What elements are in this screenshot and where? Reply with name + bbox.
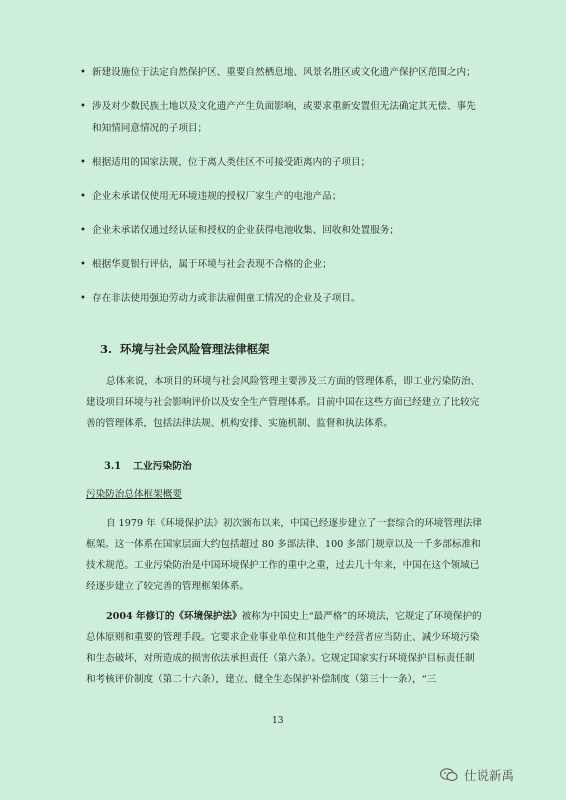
- bullet-icon: •: [80, 101, 86, 112]
- list-item-text: 企业未承诺仅通过经认证和授权的企业获得电池收集、回收和处置服务；: [92, 225, 399, 236]
- list-item: [80, 288, 480, 310]
- subsection-heading: [104, 458, 192, 472]
- paragraph: [86, 606, 484, 690]
- section-title: 环境与社会风险管理法律框架: [120, 342, 270, 356]
- section-number: 3.: [100, 342, 113, 356]
- page-number: 13: [272, 716, 284, 726]
- bullet-icon: •: [80, 259, 86, 270]
- exclusion-list: [80, 62, 480, 322]
- list-item: [80, 186, 480, 208]
- bullet-icon: •: [80, 293, 86, 304]
- section-heading: [100, 341, 270, 357]
- list-item-text: 涉及对少数民族土地以及文化遗产产生负面影响，或要求重新安置但无法确定其无偿、事先和知情同意情况的子项目；: [92, 101, 476, 134]
- subtitle: 污染防治总体框架概要: [86, 489, 182, 500]
- list-item: [80, 62, 480, 84]
- bullet-icon: •: [80, 225, 86, 236]
- bullet-icon: •: [80, 157, 86, 168]
- watermark-text: 仕说新禹: [463, 768, 514, 783]
- list-item-text: 根据华夏银行评估，属于环境与社会表现不合格的企业；: [92, 259, 332, 270]
- bullet-icon: •: [80, 191, 86, 202]
- list-item: [80, 152, 480, 174]
- wechat-icon: [440, 768, 458, 782]
- list-item: [80, 254, 480, 276]
- list-item-text: 存在非法使用强迫劳动力或非法雇佣童工情况的企业及子项目。: [92, 293, 361, 304]
- subsection-number: 3.1: [104, 461, 122, 472]
- list-item-text: 企业未承诺仅使用无环境违规的授权厂家生产的电池产品；: [92, 191, 342, 202]
- bullet-icon: •: [80, 67, 86, 78]
- paragraph-text: 被称为中国史上“最严格”的环境法，它规定了环境保护的总体原则和重要的管理手段。它要求企业事业单位和其他生产经营者应当防止、减少环境污染和生态破坏，对所造成的损害依法承担责任（第六条）。它规定国家实行环境保护目标责任制和考核评价制度（第二十六条），建立、健全生态保护补偿制度（第三十一条），“三: [86, 611, 482, 685]
- list-item-text: 新建设施位于法定自然保护区、重要自然栖息地、风景名胜区或文化遗产保护区范围之内；: [92, 67, 476, 78]
- watermark: [440, 766, 514, 784]
- law-title: 2004 年修订的《环境保护法》: [106, 611, 242, 622]
- intro-paragraph: 总体来说，本项目的环境与社会风险管理主要涉及三方面的管理体系，即工业污染防治、建设项目环境与社会影响评价以及安全生产管理体系。目前中国在这些方面已经建立了比较完善的管理体系，包括法律法规、机构安排、实施机制、监督和执法体系。: [86, 376, 481, 429]
- list-item-text: 根据适用的国家法规，位于离人类住区不可接受距离内的子项目；: [92, 157, 371, 168]
- paragraph: 自 1979 年《环境保护法》初次颁布以来，中国已经逐步建立了一套综合的环境管理法律框架。这一体系在国家层面大约包括超过 80 多部法律、100 多部门规章以及一千多部标准和技术规范。工业污染防治是中国环境保护工作的重中之重，过去几十年来，中国在这个领域已经逐步建立了较完善的管理框架体系。: [86, 518, 482, 592]
- list-item: [80, 96, 480, 140]
- subsection-title: 工业污染防治: [133, 461, 192, 472]
- list-item: [80, 220, 480, 242]
